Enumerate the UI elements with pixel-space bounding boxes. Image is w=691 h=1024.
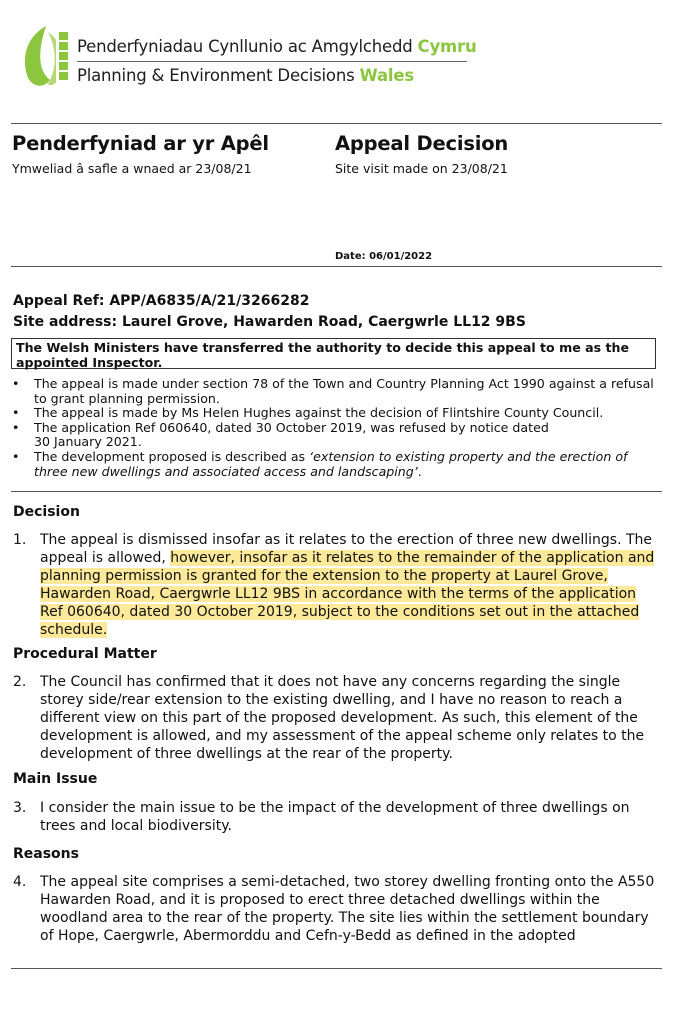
decision-text: The appeal is dismissed insofar as it relates to the erection of three new dwellings. The appeal is allowed, bbox=[40, 532, 653, 566]
welsh-title: Penderfyniad ar yr Apêl bbox=[12, 132, 269, 155]
appeal-reference: Appeal Ref: APP/A6835/A/21/3266282 bbox=[13, 293, 310, 309]
development-description: ‘extension to existing property and the erection of three new dwellings and associated access and landscaping’ bbox=[34, 448, 628, 479]
org-english-prefix: Planning & Environment Decisions bbox=[77, 66, 355, 85]
paragraph-number: 2. bbox=[13, 674, 27, 690]
org-welsh-prefix: Penderfyniadau Cynllunio ac Amgylchedd bbox=[77, 37, 413, 56]
decision-heading: Decision bbox=[13, 504, 80, 520]
details-rule bbox=[11, 491, 662, 492]
procedural-paragraph bbox=[13, 673, 658, 763]
list-item-text: The application Ref 060640, dated 30 October 2019, was refused by notice dated bbox=[34, 419, 549, 435]
appeal-details-list bbox=[11, 377, 659, 479]
procedural-text: The Council has confirmed that it does not have any concerns regarding the single storey side/rear extension to the existing dwelling, and I have no reason to reach a different view on this part of the proposed development. As such, this element of the development is allowed, and my assessment of the appeal scheme only relates to the development of three dwellings at the rear of the property. bbox=[40, 674, 645, 762]
logo-divider bbox=[77, 61, 467, 62]
list-item-text: . bbox=[417, 463, 422, 479]
paragraph-number: 1. bbox=[13, 532, 27, 548]
english-visit-date: Site visit made on 23/08/21 bbox=[335, 161, 508, 176]
site-address: Site address: Laurel Grove, Hawarden Road, Caergwrle LL12 9BS bbox=[13, 314, 526, 330]
reasons-text: The appeal site comprises a semi-detached, two storey dwelling fronting onto the A550 Hawarden Road, and it is proposed to erect three detached dwellings within the woodland area to the rear of the property. The site lies within the settlement boundary of Hope, Caergwrle, Abermorddu and Cefn-y-Bedd as defined in the adopted bbox=[40, 874, 655, 944]
list-item: • The appeal is made under section 78 of the Town and Country Planning Act 1990 against a refusal to grant planning permission. bbox=[11, 377, 659, 406]
organisation-name-english bbox=[77, 66, 414, 85]
leaf-logo-icon bbox=[18, 22, 74, 92]
main-issue-heading: Main Issue bbox=[13, 771, 98, 787]
organisation-name-welsh bbox=[77, 37, 477, 56]
decision-date: Date: 06/01/2022 bbox=[335, 251, 433, 262]
top-rule bbox=[11, 123, 662, 124]
list-item: • The appeal is made by Ms Helen Hughes against the decision of Flintshire County Council. bbox=[11, 406, 659, 421]
list-item-text: 30 January 2021. bbox=[34, 434, 142, 450]
paragraph-number: 4. bbox=[13, 874, 27, 890]
list-item bbox=[11, 421, 659, 450]
list-item-text: The development proposed is described as bbox=[34, 448, 310, 464]
date-rule bbox=[11, 266, 662, 267]
decision-paragraph bbox=[13, 531, 658, 639]
list-item bbox=[11, 450, 659, 479]
org-welsh-suffix: Cymru bbox=[417, 37, 477, 56]
bottom-rule bbox=[11, 968, 662, 969]
english-title: Appeal Decision bbox=[335, 132, 509, 155]
reasons-heading: Reasons bbox=[13, 846, 79, 862]
org-english-suffix: Wales bbox=[359, 66, 414, 85]
main-issue-text: I consider the main issue to be the impact of the development of three dwellings on trees and local biodiversity. bbox=[40, 800, 630, 834]
paragraph-number: 3. bbox=[13, 800, 27, 816]
main-issue-paragraph bbox=[13, 799, 658, 835]
organisation-logo bbox=[18, 22, 74, 92]
authority-notice: The Welsh Ministers have transferred the authority to decide this appeal to me as the appointed Inspector. bbox=[11, 338, 656, 369]
reasons-paragraph bbox=[13, 873, 658, 945]
highlighted-decision-text: however, insofar as it relates to the remainder of the application and planning permission is granted for the extension to the property at Laurel Grove, Hawarden Road, Caergwrle LL12 9BS in accordance with the terms of the application Ref 060640, dated 30 October 2019, subject to the conditions set out in the attached schedule. bbox=[40, 550, 655, 638]
procedural-heading: Procedural Matter bbox=[13, 646, 157, 662]
welsh-visit-date: Ymweliad â safle a wnaed ar 23/08/21 bbox=[12, 161, 252, 176]
